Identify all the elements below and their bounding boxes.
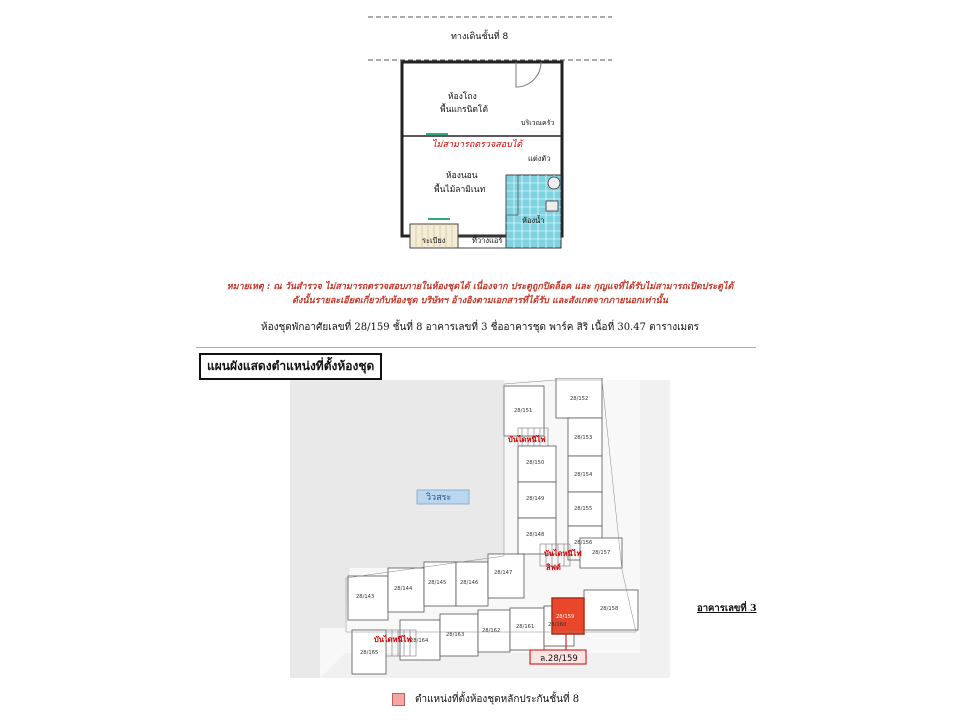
unit-label: 28/161: [516, 624, 535, 630]
bedroom-floor-label: พื้นไม้ลามิเนท: [434, 185, 486, 195]
remark-line-1: หมายเหตุ : ณ วันสำรวจ ไม่สามารถตรวจสอบภายในห้องชุดได้ เนื่องจาก ประตูถูกปิดล็อค และ กุญแจที่ได้รับไม่สามารถเปิดประตูได้: [226, 282, 734, 292]
unit-label: 28/155: [574, 506, 593, 512]
unit-label: 28/153: [574, 435, 593, 441]
legend-label: ตำแหน่งที่ตั้งห้องชุดหลักประกันชั้นที่ 8: [415, 694, 580, 705]
unit-label: 28/151: [514, 408, 533, 414]
unit-label: 28/164: [410, 638, 429, 644]
bathroom-label: ห้องน้ำ: [522, 216, 545, 225]
unit-label: 28/165: [360, 650, 379, 656]
fire-stair-label-3: บันไดหนีไฟ: [374, 635, 412, 644]
section-divider: [196, 347, 756, 348]
legend-swatch: [392, 693, 405, 706]
unit-callout: ล.28/159: [540, 654, 578, 664]
unit-label: 28/148: [526, 532, 545, 538]
unit-label-highlight: 28/159: [556, 614, 575, 620]
cannot-inspect-label: ไม่สามารถตรวจสอบได้: [432, 140, 523, 150]
unit-info: ห้องชุดพักอาศัยเลขที่ 28/159 ชั้นที่ 8 อาคารเลขที่ 3 ชื่ออาคารชุด พาร์ค สิริ เนื้อที่ 30.47 ตารางเมตร: [260, 322, 699, 333]
unit-label: 28/144: [394, 586, 413, 592]
storage-label: ห้องโถง: [448, 92, 477, 102]
unit-label: 28/150: [526, 460, 545, 466]
unit-label: 28/152: [570, 396, 589, 402]
unit-label: 28/157: [592, 550, 611, 556]
unit-floor-plan: [366, 15, 614, 267]
legend: [392, 692, 579, 707]
unit-label: 28/149: [526, 496, 545, 502]
unit-label: 28/156: [574, 540, 593, 546]
unit-label: 28/158: [600, 606, 619, 612]
unit-label: 28/143: [356, 594, 375, 600]
lift-label: ลิฟต์: [546, 563, 561, 572]
balcony-label: ระเบียง: [422, 236, 446, 245]
unit-label: 28/147: [494, 570, 513, 576]
fire-stair-label-2: บันไดหนีไฟ: [544, 549, 582, 558]
section-title: แผนผังแสดงตำแหน่งที่ตั้งห้องชุด: [199, 353, 382, 380]
kitchen-label: บริเวณครัว: [521, 119, 555, 127]
pool-label: วิวสระ: [426, 493, 452, 503]
unit-label: 28/145: [428, 580, 447, 586]
remark-line-2: ดังนั้นรายละเอียดเกี่ยวกับห้องชุด บริษัทฯ อ้างอิงตามเอกสารที่ได้รับ และสังเกตจากภายนอกเท่านั้น: [292, 296, 668, 306]
unit-label: 28/162: [482, 628, 501, 634]
fire-stair-label-1: บันไดหนีไฟ: [508, 435, 546, 444]
storage-floor-label: พื้นแกรนิตโต้: [440, 105, 489, 115]
site-plan-drawing: [290, 378, 670, 680]
bedroom-label: ห้องนอน: [446, 171, 478, 181]
aircon-label: ที่วางแอร์: [472, 236, 503, 245]
corridor-label: ทางเดินชั้นที่ 8: [451, 32, 509, 42]
building-label: อาคารเลขที่ 3: [697, 603, 757, 614]
dressing-label: แต่งตัว: [528, 154, 551, 163]
unit-label: 28/160: [548, 622, 567, 628]
unit-label: 28/146: [460, 580, 479, 586]
unit-label: 28/163: [446, 632, 465, 638]
site-plan: [290, 378, 670, 680]
unit-label: 28/154: [574, 472, 593, 478]
